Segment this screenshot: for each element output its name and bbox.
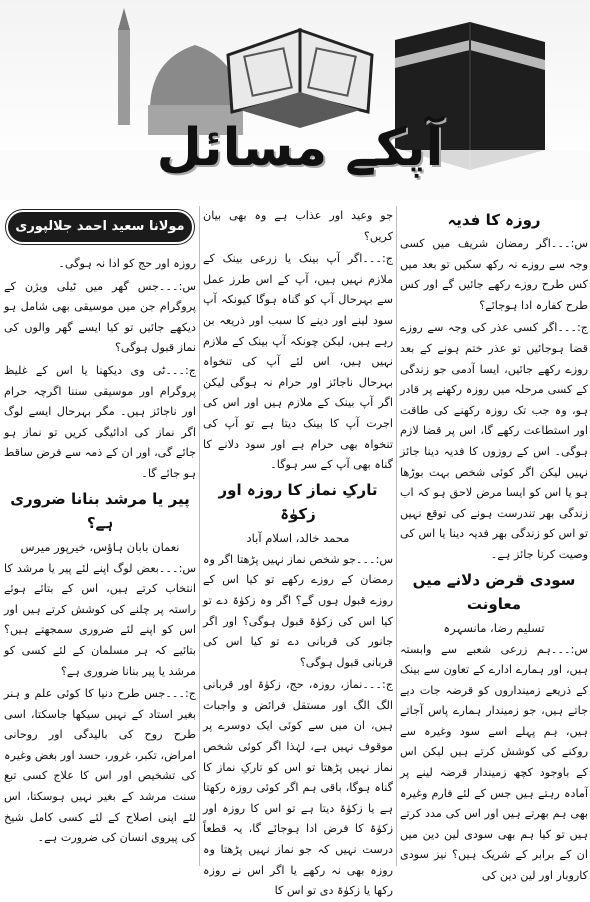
answer-text: ج:۔۔۔نماز، روزہ، حج، زکوٰۃ اور قربانی الگ الگ اور مستقل فرائض و واجبات ہیں، ان میں سے کوئی ایک دوسرے پر موقوف نہیں ہے، لہٰذا اگر کوئی شخص نماز نہیں پڑھتا تو اس کو تارکِ نماز کا گناہ ہوگا، باقی ہم اگر کوئی روزہ رکھتا ہے یا زکوٰۃ دیتا ہے تو اس کا روزہ اور زکوٰۃ کا فرض ادا ہوجائے گا، یہ قطعاً درست نہیں کہ جو نماز نہیں پڑھتا وہ روزہ بھی نہ رکھے یا اگر اس نے روزہ رکھا یا زکوٰۃ دی تو اس کا [203, 678, 393, 898]
section-title: پیر یا مرشد بنانا ضروری ہے؟ [10, 489, 190, 532]
minaret-icon [118, 30, 130, 125]
section-title: تارکِ نماز کا روزہ اور زکوٰۃ [218, 480, 378, 523]
column-divider [396, 206, 397, 866]
section-title: سودی قرض دلانے میں معاونت [412, 570, 576, 613]
banner [0, 0, 590, 200]
section-title: روزہ کا فدیہ [447, 211, 541, 229]
answer-text: ج:۔۔۔جس طرح دنیا کا کوئی علم و ہنر بغیر استاد کے نہیں سیکھا جاسکتا، اسی طرح روح کی بالیدگی اور روحانی امراض، تکبر، غرور، حسد اور بغض وغیرہ کی تشخیص اور اس کا علاج کسی تبع سنت مرشد کے بغیر نہیں ہوسکتا، اس لئے اپنی اصلاح کے لئے کسی کامل شیخ کی پیروی انسان کی ضرورت ہے۔ [3, 687, 196, 845]
column-divider [199, 206, 200, 866]
question-text: س:۔۔۔ہم زرعی شعبے سے وابستہ ہیں، اور ہمارے ادارے کے تعاون سے بینک کے ذریعے زمینداروں کو قرضہ جات دیے جاتے ہیں، جو زمیندار ہمارے پاس آجاتے ہیں، ہم پہلے اسے سود وغیرہ سے روکنے کی کوشش کرتے ہیں لیکن اس کے باوجود کچھ زمیندار قرضہ لینے پر آمادہ رہتے ہیں جس کے لئے فارم وغیرہ بھی ہم بھرتے ہیں اور اس کی مدد کرتے ہیں تو کیا ہم بھی سودی لین دین میں ان کے برابر کے شریک ہیں؟ نیز سودی کاروبار اور لین دین کی [400, 642, 588, 883]
author-label: مولانا سعید احمد جلالپوری [8, 212, 192, 242]
question-text: س:۔۔۔جو شخص نماز نہیں پڑھتا اگر وہ رمضان کے روزے رکھے تو کیا اس کے روزے قبول ہوں گے؟ اگر وہ زکوٰۃ دے تو کیا اس کی زکوٰۃ قبول ہوگی؟ اور اگر جانور کی قربانی دے تو کیا اس کی قربانی قبول ہوگی؟ [203, 552, 393, 669]
right-column [400, 206, 588, 883]
byline: محمد خالد، اسلام آباد [246, 530, 350, 545]
open-book-icon [228, 30, 372, 128]
intro-text: روزہ اور حج کو ادا نہ ہوگی۔ [58, 257, 196, 270]
answer-text: ج:۔۔۔اگر کسی عذر کی وجہ سے روزے قضا ہوجائیں تو عذر ختم ہونے کے بعد روزے رکھے جائیں، ایسا آدمی جو زندگی کے کسی مرحلہ میں روزہ رکھنے پر قادر ہو، وہ جب تک روزہ رکھنے کی طاقت اور استطاعت رکھے گا، اس پر قضا لازم ہوگی۔ اس کے روزوں کا فدیہ دینا جائز نہیں لیکن اگر کوئی شخص بہت بوڑھا ہو یا اس کو ایسا مرض لاحق ہو کہ اب زندگی بھر تندرست ہونے کی توقع نہیں تو اس کو زندگی بھر فدیہ دینا یا اس کی وصیت کرنا جائز ہے۔ [400, 321, 588, 561]
byline: تسلیم رضا، مانسہرہ [443, 620, 545, 635]
answer-text: ج:۔۔۔اگر آپ بینک یا زرعی بینک کے ملازم نہیں ہیں، آپ کے اس طرز عمل سے بہرحال آپ کو گناہ ہوگا کیونکہ آپ سود لینے اور دینے کا سبب اور ذریعہ بن رہے ہیں، لیکن چونکہ آپ بینک کے ملازم نہیں ہیں، اس لئے آپ کی تنخواہ بہرحال ناجائز اور حرام نہ ہوگی لیکن اگر آپ بینک کے ملازم ہیں اور اس کی اجرت آپ کا بینک دیتا ہے تو آپ کی تنخواہ بھی حرام ہے اور سود دلانے کا گناہ بھی آپ کے سر ہوگا۔ [203, 252, 393, 472]
answer-text: ج:۔۔۔ٹی وی دیکھنا یا اس کے غلیظ پروگرام اور موسیقی سننا اگرچہ حرام اور ناجائز ہیں۔ مگر بہرحال ایسے لوگ اگر نماز کی ادائیگی کریں تو نماز ہو جائے گی، اور ان کے ذمہ سے فرض ساقط ہو جائے گا۔ [4, 363, 196, 480]
left-column [4, 206, 196, 866]
question-text: س:۔۔۔بعض لوگ اپنے لئے پیر یا مرشد کا انتخاب کرتے ہیں، اس کے بتائے ہوئے راستہ پر چلنے کی کوشش کرتے ہیں اور اس کو اپنے لئے ضروری سمجھتے ہیں؟ بتائیے کہ ہر مسلمان کے لئے کسی کو مرشد یا پیر بنانا ضروری ہے؟ [4, 561, 196, 678]
banner-title: آپکے مسائل [156, 118, 444, 178]
middle-column [203, 206, 393, 898]
intro-text: جو وعید اور عذاب ہے وہ بھی بیان کریں؟ [203, 209, 393, 243]
question-text: س:۔۔۔جس گھر میں ٹیلی ویژن کے پروگرام جن میں موسیقی بھی شامل ہو دیکھے جائیں تو کیا ایسے گھر والوں کی نماز قبول ہوگی؟ [4, 279, 196, 355]
question-text: س:۔۔۔اگر رمضان شریف میں کسی وجہ سے روزے نہ رکھ سکیں تو بعد میں کس طرح روزے رکھے جائیں گے اور کس طرح کفارہ ادا ہوجائے؟ [400, 237, 588, 312]
byline: نعمان بابان ہاؤس، خیرپور میرس [20, 539, 180, 554]
